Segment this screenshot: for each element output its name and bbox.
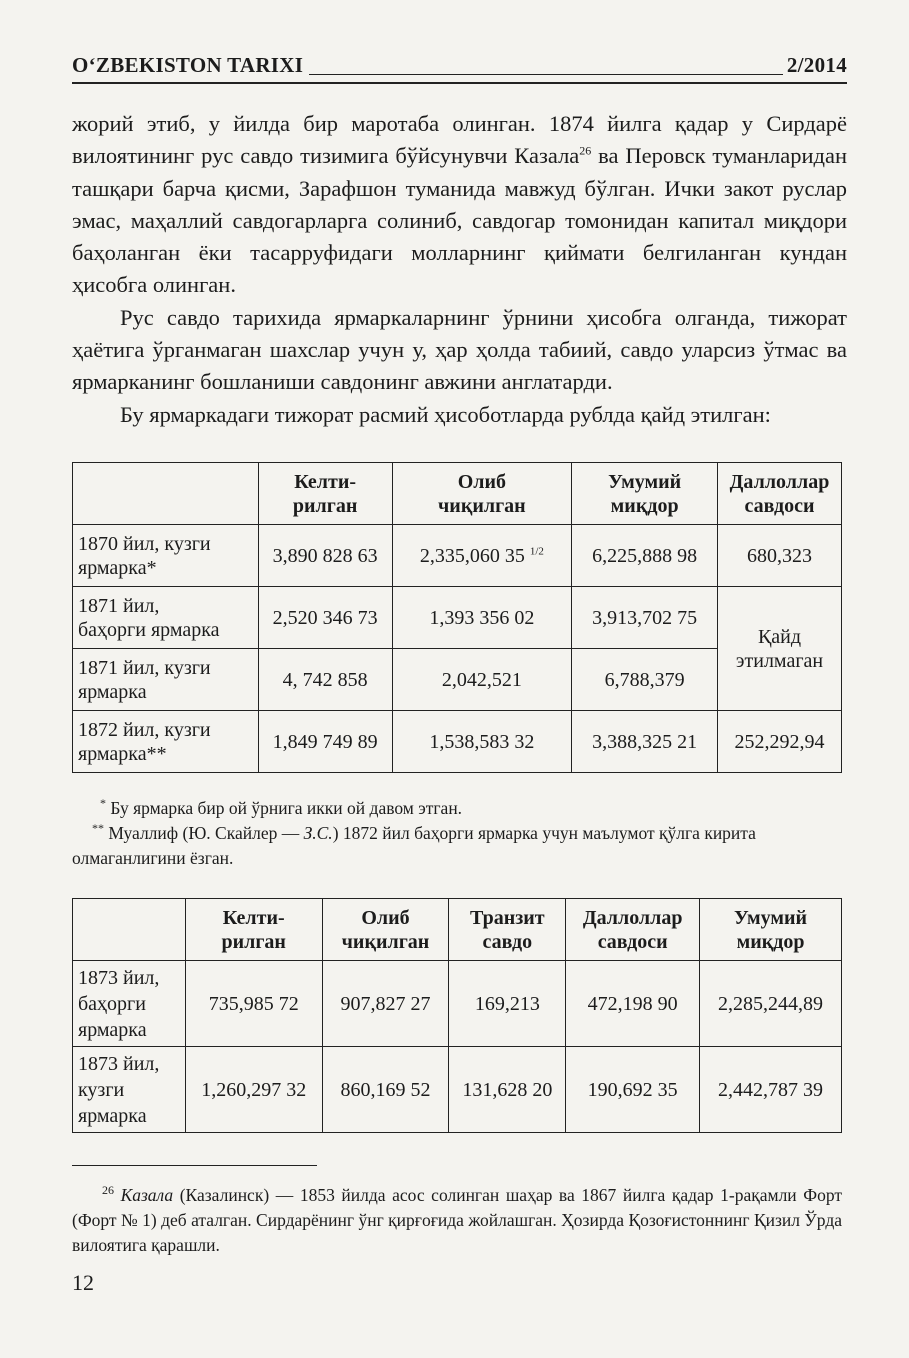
running-header — [72, 50, 847, 84]
table-cell: 1,538,583 32 — [392, 711, 572, 773]
table-row — [73, 1047, 842, 1133]
table-header-row — [73, 899, 842, 961]
table-cell: 190,692 35 — [566, 1047, 700, 1133]
table-cell: 1,260,297 32 — [185, 1047, 322, 1133]
column-header: Даллоллар савдоси — [718, 463, 842, 525]
table-cell: 860,169 52 — [322, 1047, 449, 1133]
issue-number: 2/2014 — [786, 53, 847, 77]
table-note-1: * Бу ярмарка бир ой ўрнига икки ой давом этган. — [100, 796, 463, 818]
table-cell: 3,913,702 75 — [572, 587, 718, 649]
table-cell: 1,393 356 02 — [392, 587, 572, 649]
row-label: 1873 йил, кузги ярмарка — [73, 1047, 186, 1133]
column-header: Олиб чиқилган — [392, 463, 572, 525]
table-cell: 131,628 20 — [449, 1047, 566, 1133]
table-cell: 6,225,888 98 — [572, 525, 718, 587]
document-page — [72, 0, 847, 1358]
table-row — [73, 711, 842, 773]
table-cell: 3,388,325 21 — [572, 711, 718, 773]
row-label: 1872 йил, кузги ярмарка** — [73, 711, 259, 773]
table-cell: 2,520 346 73 — [258, 587, 392, 649]
table-cell: 472,198 90 — [566, 961, 700, 1047]
table-header-row — [73, 463, 842, 525]
table-row — [73, 525, 842, 587]
footnote-ref: 26 — [579, 143, 592, 158]
table-cell: 2,042,521 — [392, 649, 572, 711]
table-corner-cell — [73, 463, 259, 525]
column-header: Транзит савдо — [449, 899, 566, 961]
row-label: 1871 йил, кузги ярмарка — [73, 649, 259, 711]
footnote-26: $^{26}$ Казала (Казалинск) — 1853 йилда асос солинган шаҳар ва 1867 йилга қадар 1-рақамли Форт (Форт № 1) деб аталган. Сирдарёнинг ўнг қирғоғида жойлашган. Ҳозирда Қозоғистоннинг Қизил Ўрда вилоятига қарашли. — [72, 1183, 843, 1255]
table-cell: 2,285,244,89 — [700, 961, 842, 1047]
table-cell: 1,849 749 89 — [258, 711, 392, 773]
column-header: Келти- рилган — [185, 899, 322, 961]
table-cell: 4, 742 858 — [258, 649, 392, 711]
trade-table-1873 — [72, 898, 842, 1133]
paragraph-3: Бу ярмаркадаги тижорат расмий ҳисоботларда рублда қайд этилган: — [120, 401, 771, 427]
table-cell: 3,890 828 63 — [258, 525, 392, 587]
table-cell: 735,985 72 — [185, 961, 322, 1047]
table-row — [73, 587, 842, 649]
paragraph-2: Рус савдо тарихида ярмаркаларнинг ўрнини ҳисобга олганда, тижорат ҳаётига ўрганмаган шахслар учун у, ҳар ҳолда табиий, савдо уларсиз ўтмас ва ярмарканинг бошланиши савдонинг авжини англатарди. — [72, 304, 847, 395]
table-cell: 2,442,787 39 — [700, 1047, 842, 1133]
trade-table-1870-1872 — [72, 462, 842, 773]
paragraph-1: жорий этиб, у йилда бир маротаба олинган. 1874 йилга қадар у Сирдарё вилоятининг рус савдо тизимига бўйсунувчи Казала$^{26}$ ва Перовск туманларидан ташқари барча қисми, Зарафшон туманида мавжуд бўлган. Ички закот руслар эмас, маҳаллий савдогарларга солиниб, савдогар томонидан капитал миқдори баҳоланган ёки тасарруфидаги молларнинг қиймати белгиланган кундан ҳисобга олинган. — [72, 111, 847, 298]
row-label: 1871 йил, баҳорги ярмарка — [73, 587, 259, 649]
table-note-2: ** Муаллиф (Ю. Скайлер — З.С.) 1872 йил баҳорги ярмарка учун маълумот қўлга кирита олмаганлигини ёзган. — [72, 821, 756, 868]
header-rule — [309, 74, 783, 75]
journal-title: O‘ZBEKISTON TARIXI — [72, 53, 304, 77]
table-cell: 2,335,060 35 $^{1/2}$ — [392, 525, 572, 587]
table-cell: 252,292,94 — [718, 711, 842, 773]
footnote-divider — [72, 1165, 317, 1166]
row-label: 1873 йил, баҳорги ярмарка — [73, 961, 186, 1047]
table-cell: 680,323 — [718, 525, 842, 587]
table-notes — [72, 796, 842, 871]
table-cell: 6,788,379 — [572, 649, 718, 711]
page-number: 12 — [72, 1270, 94, 1295]
column-header: Даллоллар савдоси — [566, 899, 700, 961]
table-cell: 907,827 27 — [322, 961, 449, 1047]
table-cell: 169,213 — [449, 961, 566, 1047]
table-row — [73, 961, 842, 1047]
table-corner-cell — [73, 899, 186, 961]
column-header: Умумий миқдор — [572, 463, 718, 525]
column-header: Олиб чиқилган — [322, 899, 449, 961]
column-header: Келти- рилган — [258, 463, 392, 525]
merged-cell-not-recorded: Қайд этилмаган — [718, 587, 842, 711]
column-header: Умумий миқдор — [700, 899, 842, 961]
row-label: 1870 йил, кузги ярмарка* — [73, 525, 259, 587]
body-text — [72, 108, 847, 431]
